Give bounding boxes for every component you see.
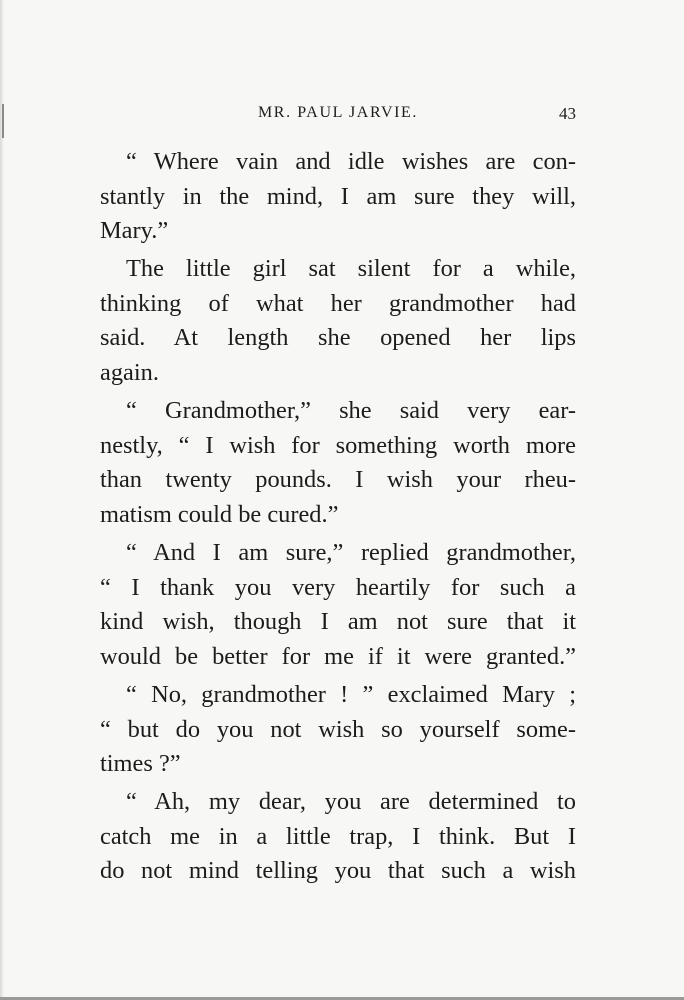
text-line: “ Ah, my dear, you are determined to (126, 788, 576, 816)
text-line: thinking of what her grandmother had (100, 289, 576, 317)
text-line: “ No, grandmother ! ” exclaimed Mary ; (126, 680, 576, 708)
text-line: do not mind telling you that such a wish (100, 857, 576, 885)
page-number: 43 (559, 104, 576, 123)
text-line: than twenty pounds. I wish your rheu- (100, 466, 576, 494)
running-head: MR. PAUL JARVIE. (257, 104, 419, 121)
text-line: times ?” (100, 750, 181, 778)
binding-edge (0, 0, 4, 1000)
text-line: would be better for me if it were granted.” (100, 642, 576, 670)
page-body (100, 145, 576, 889)
text-line: Mary.” (100, 217, 169, 245)
page-header (100, 104, 576, 134)
text-line: nestly, “ I wish for something worth more (100, 431, 576, 459)
text-line: “ Grandmother,” she said very ear- (126, 397, 576, 425)
text-line: “ And I am sure,” replied grandmother, (126, 539, 576, 567)
text-line: said. At length she opened her lips (100, 324, 576, 352)
text-line: “ I thank you very heartily for such a (100, 573, 576, 601)
text-line: catch me in a little trap, I think. But I (100, 822, 576, 850)
margin-mark (2, 104, 4, 138)
text-line: The little girl sat silent for a while, (126, 255, 576, 283)
text-line: kind wish, though I am not sure that it (100, 608, 576, 636)
text-line: “ Where vain and idle wishes are con- (126, 148, 576, 175)
text-line: again. (100, 359, 159, 387)
text-line: stantly in the mind, I am sure they will, (100, 182, 576, 210)
text-line: “ but do you not wish so yourself some- (100, 715, 576, 743)
text-line: matism could be cured.” (100, 500, 339, 528)
